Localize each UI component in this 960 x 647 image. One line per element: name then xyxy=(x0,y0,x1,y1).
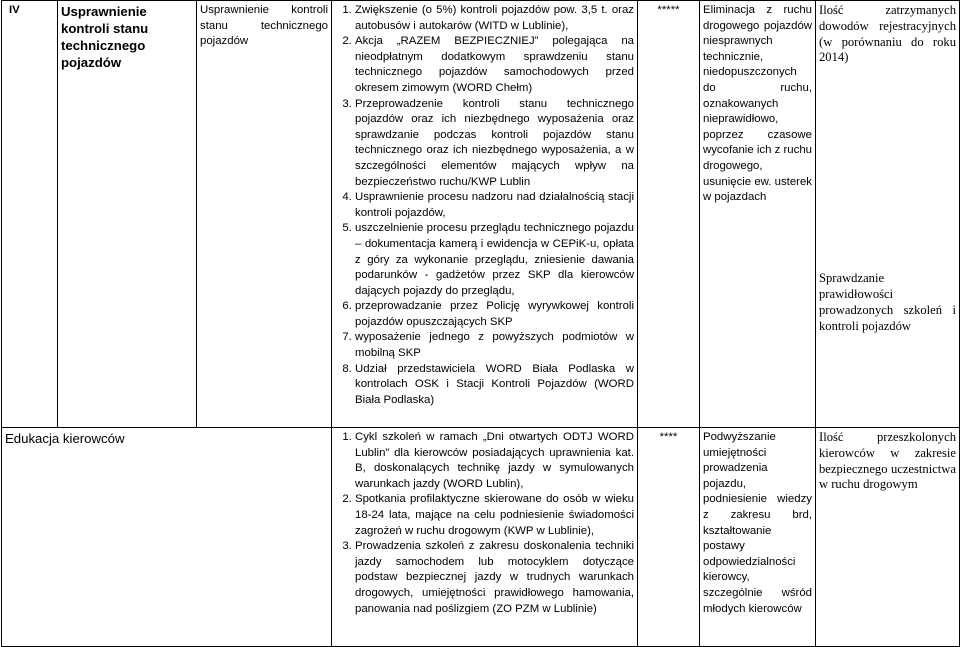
table-row xyxy=(2,1,960,428)
actions-cell xyxy=(332,1,638,428)
action-item: 6. przeprowadzanie przez Policję wyrywkowej kontroli pojazdów opuszczających SKP xyxy=(355,299,634,330)
actions-list xyxy=(335,430,634,617)
indicators-cell xyxy=(816,428,960,647)
action-item: 1. Zwiększenie (o 5%) kontroli pojazdów pow. 3,5 t. oraz autobusów i autokarów (WITD w Lublinie), xyxy=(355,3,634,34)
document-table xyxy=(1,0,960,647)
indicator-text: Ilość przeszkolonych kierowców w zakresie bezpiecznego uczestnictwa w ruchu drogowym xyxy=(819,430,956,492)
actions-list xyxy=(335,3,634,408)
area-title: Edukacja kierowców xyxy=(2,428,332,647)
action-item: 5. uszczelnienie procesu przeglądu technicznego pojazdu – dokumentacja kamerą i ewidencja w CEPiK-u, opłata z góry za wykonanie przeglądu, zniesienie dawania podarunków - gadżetów przez SKP dla kierowców dających pojazdy do przeglądu, xyxy=(355,221,634,299)
action-item: 2. Akcja „RAZEM BEZPIECZNIEJ” polegająca na nieodpłatnym dodatkowym sprawdzeniu stanu technicznego pojazdów samochodowych przed okresem zimowym (WORD Chełm) xyxy=(355,34,634,96)
priority-stars: ***** xyxy=(638,1,700,428)
priority-stars: **** xyxy=(638,428,700,647)
indicators-cell xyxy=(816,1,960,428)
action-item: 4. Usprawnienie procesu nadzoru nad działalnością stacji kontroli pojazdów, xyxy=(355,190,634,221)
action-item: 7. wyposażenie jednego z powyższych podmiotów w mobilną SKP xyxy=(355,330,634,361)
action-item: 2. Spotkania profilaktyczne skierowane do osób w wieku 18-24 lata, mające na celu podniesienie świadomości zagrożeń w ruchu drogowym (KWP w Lublinie), xyxy=(355,492,634,539)
action-item: 3. Prowadzenia szkoleń z zakresu doskonalenia techniki jazdy samochodem lub motocyklem dotyczące podstaw bezpiecznej jazdy w trudnych warunkach drogowych, umiejętności prawidłowego hamowania, panowania nad poślizgiem (ZO PZM w Lublinie) xyxy=(355,539,634,617)
indicator-text: Sprawdzanie prawidłowości prowadzonych szkoleń i kontroli pojazdów xyxy=(819,271,956,333)
subarea-title: Usprawnienie kontroli stanu technicznego pojazdów xyxy=(197,1,332,428)
area-title: Usprawnienie kontroli stanu technicznego pojazdów xyxy=(58,1,197,428)
spacer xyxy=(819,66,956,271)
row-number: IV xyxy=(2,1,58,428)
action-item: 1. Cykl szkoleń w ramach „Dni otwartych ODTJ WORD Lublin” dla kierowców posiadających uprawnienia kat. B, doskonalących technikę jazdy w symulowanych warunkach jazdy (WORD Lublin), xyxy=(355,430,634,492)
expected-effect: Eliminacja z ruchu drogowego pojazdów niesprawnych technicznie, niedopuszczonych do ruchu, oznakowanych nieprawidłowo, poprzez czasowe wycofanie ich z ruchu drogowego, usunięcie ew. usterek w pojazdach xyxy=(700,1,816,428)
action-item: 3. Przeprowadzenie kontroli stanu technicznego pojazdów oraz ich niezbędnego wyposażenia oraz sprawdzanie podczas kontroli pojazdów stanu technicznego oraz ich niezbędnego wyposażenia, a w szczególności elementów mających wpływ na bezpieczeństwo ruchu/KWP Lublin xyxy=(355,97,634,191)
actions-cell xyxy=(332,428,638,647)
expected-effect: Podwyższanie umiejętności prowadzenia pojazdu, podniesienie wiedzy z zakresu brd, kształtowanie postawy odpowiedzialności kierowcy, szczególnie wśród młodych kierowców xyxy=(700,428,816,647)
table-row xyxy=(2,428,960,647)
indicator-text: Ilość zatrzymanych dowodów rejestracyjnych (w porównaniu do roku 2014) xyxy=(819,3,956,65)
action-item: 8. Udział przedstawiciela WORD Biała Podlaska w kontrolach OSK i Stacji Kontroli Pojazdów (WORD Biała Podlaska) xyxy=(355,362,634,409)
